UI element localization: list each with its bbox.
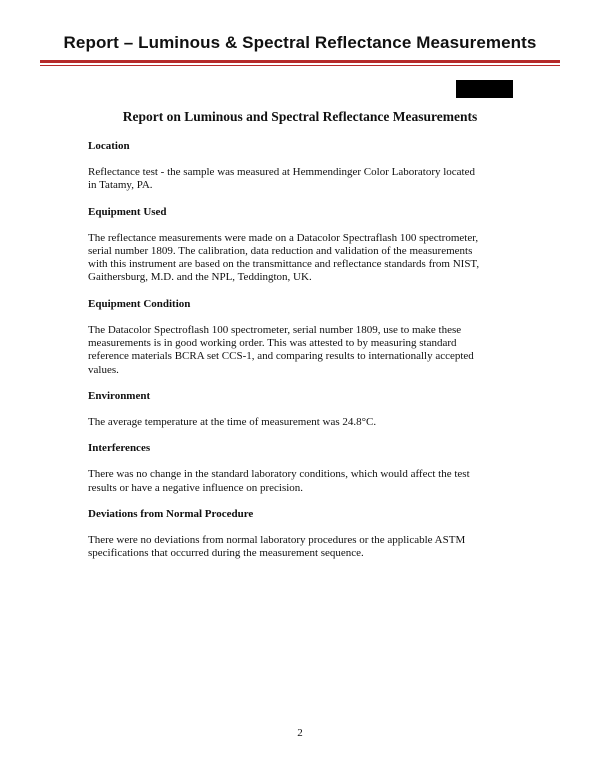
section-heading: Location — [88, 140, 130, 152]
header-rule-thin — [40, 65, 560, 66]
section-paragraph: Reflectance test - the sample was measured at Hemmendinger Color Laboratory located in Tatamy, PA. — [88, 166, 475, 192]
section-paragraph: The Datacolor Spectroflash 100 spectrometer, serial number 1809, use to make these measurements is in good working order. This was attested to by measuring standard reference materials BCRA set CCS-1, and comparing results to internationally accepted values. — [88, 323, 474, 376]
section-equipment-used — [88, 205, 528, 285]
section-environment — [88, 389, 528, 429]
page-number: 2 — [297, 727, 303, 739]
section-interferences — [88, 441, 528, 495]
section-heading: Deviations from Normal Procedure — [88, 507, 254, 520]
section-deviations — [88, 507, 528, 561]
redaction-block — [456, 80, 513, 98]
section-paragraph: The reflectance measurements were made on a Datacolor Spectraflash 100 spectrometer, serial number 1809. The calibration, data reduction and validation of the measurements with this instrument are based on the transmittance and reflectance standards from NIST, Gaithersburg, M.D. and the NPL, Teddington, UK. — [88, 231, 480, 284]
running-header-title: Report – Luminous & Spectral Reflectance Measurements — [63, 33, 537, 52]
section-paragraph: There were no deviations from normal laboratory procedures or the applicable ASTM specifications that occurred during the measurement sequence. — [88, 533, 466, 560]
section-heading: Environment — [88, 389, 151, 402]
document-body — [88, 139, 528, 572]
section-paragraph: There was no change in the standard laboratory conditions, which would affect the test results or have a negative influence on precision. — [88, 468, 470, 494]
section-equipment-condition — [88, 297, 528, 377]
section-heading: Interferences — [88, 442, 151, 455]
document-title: Report on Luminous and Spectral Reflectance Measurements — [122, 109, 478, 124]
header-rule-thick — [40, 60, 560, 63]
section-heading: Equipment Used — [88, 205, 167, 218]
section-paragraph: The average temperature at the time of measurement was 24.8°C. — [88, 415, 377, 428]
section-location — [88, 139, 528, 193]
section-heading: Equipment Condition — [88, 297, 191, 310]
